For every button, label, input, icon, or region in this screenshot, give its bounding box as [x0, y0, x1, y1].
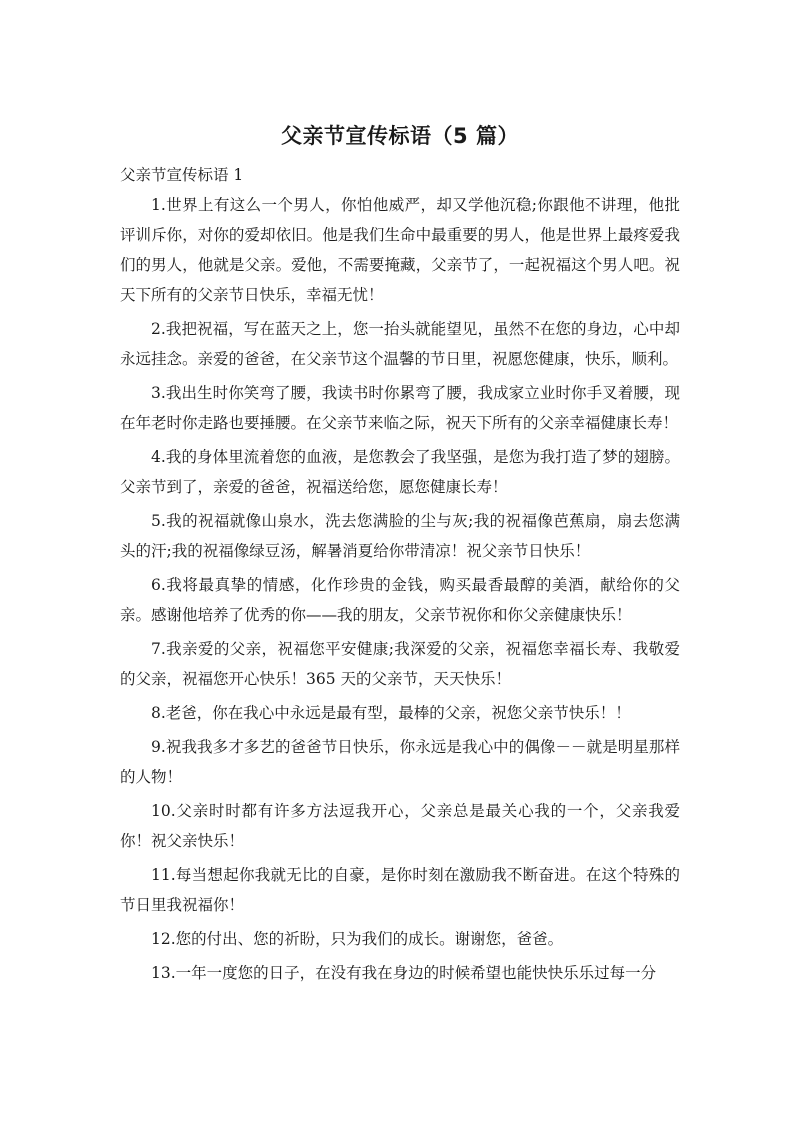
- paragraph-12: 12.您的付出、您的祈盼，只为我们的成长。谢谢您，爸爸。: [151, 930, 564, 948]
- paragraph-8: 8.老爸，你在我心中永远是最有型，最棒的父亲，祝您父亲节快乐！！: [151, 704, 631, 722]
- paragraph-7: 7.我亲爱的父亲，祝福您平安健康;我深爱的父亲，祝福您幸福长寿、我敬爱的父亲，祝福您开心快乐！365 天的父亲节，天天快乐！: [120, 640, 680, 688]
- paragraph-10: 10.父亲时时都有许多方法逗我开心，父亲总是最关心我的一个，父亲我爱你！祝父亲快乐！: [120, 802, 680, 850]
- document-title: 父亲节宣传标语（5 篇）: [281, 124, 519, 148]
- paragraph-1: 1.世界上有这么一个男人，你怕他威严，却又学他沉稳;你跟他不讲理，他批评训斥你，对你的爱却依旧。他是我们生命中最重要的男人，他是世界上最疼爱我们的男人，他就是父亲。爱他，不需要掩藏，父亲节了，一起祝福这个男人吧。祝天下所有的父亲节日快乐，幸福无忧！: [120, 196, 680, 304]
- paragraph-9: 9.祝我我多才多艺的爸爸节日快乐，你永远是我心中的偶像－－就是明星那样的人物！: [120, 738, 680, 786]
- paragraph-13: 13.一年一度您的日子，在没有我在身边的时候希望也能快快乐乐过每一分: [151, 964, 657, 982]
- paragraph-6: 6.我将最真挚的情感，化作珍贵的金钱，购买最香最醇的美酒，献给你的父亲。感谢他培养了优秀的你——我的朋友，父亲节祝你和你父亲健康快乐！: [120, 576, 680, 624]
- paragraph-3: 3.我出生时你笑弯了腰，我读书时你累弯了腰，我成家立业时你手叉着腰，现在年老时你走路也要捶腰。在父亲节来临之际，祝天下所有的父亲幸福健康长寿！: [120, 384, 680, 432]
- section-heading: 父亲节宣传标语 1: [120, 166, 244, 184]
- paragraph-4: 4.我的身体里流着您的血液，是您教会了我坚强，是您为我打造了梦的翅膀。父亲节到了，亲爱的爸爸，祝福送给您，愿您健康长寿！: [120, 448, 680, 496]
- paragraph-5: 5.我的祝福就像山泉水，洗去您满脸的尘与灰;我的祝福像芭蕉扇，扇去您满头的汗;我的祝福像绿豆汤，解暑消夏给你带清凉！祝父亲节日快乐！: [120, 512, 680, 560]
- document-body: [120, 160, 680, 992]
- paragraph-2: 2.我把祝福，写在蓝天之上，您一抬头就能望见，虽然不在您的身边，心中却永远挂念。亲爱的爸爸，在父亲节这个温馨的节日里，祝愿您健康，快乐，顺利。: [120, 320, 680, 368]
- paragraph-11: 11.每当想起你我就无比的自豪，是你时刻在激励我不断奋进。在这个特殊的节日里我祝福你！: [120, 866, 680, 914]
